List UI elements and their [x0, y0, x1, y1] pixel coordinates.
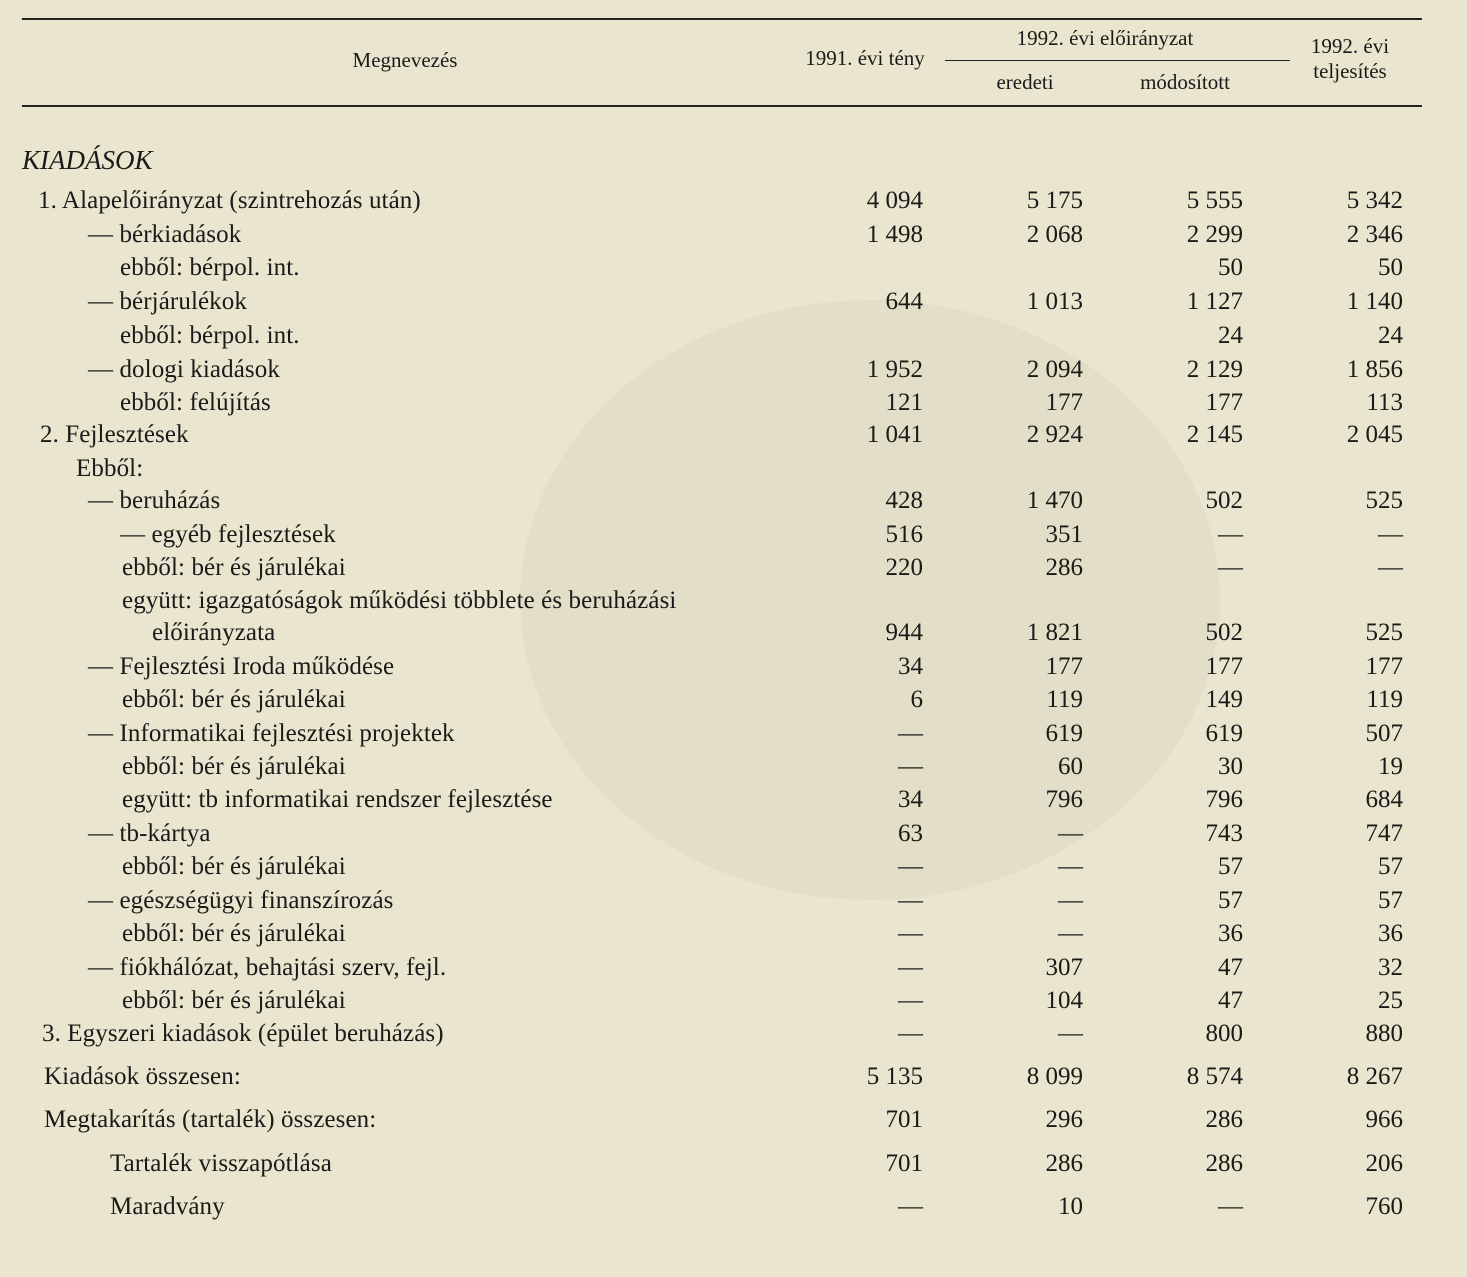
value-1991: — — [898, 920, 923, 947]
value-1992-original: 10 — [1058, 1193, 1083, 1220]
value-1992-modified: 743 — [1205, 820, 1243, 847]
value-1992-modified: 2 299 — [1186, 221, 1243, 248]
value-1992-original: 796 — [1045, 786, 1083, 813]
value-1991: 701 — [885, 1106, 923, 1133]
value-1992-actual: — — [1378, 521, 1403, 548]
top-rule — [22, 18, 1422, 20]
value-1992-actual: 113 — [1366, 389, 1403, 416]
row-label: — Informatikai fejlesztési projektek — [88, 720, 455, 747]
value-1992-original: 5 175 — [1026, 187, 1083, 214]
value-1992-modified: 502 — [1205, 487, 1243, 514]
header-1992-actual: 1992. évi teljesítés — [1310, 34, 1390, 83]
value-1992-modified: 47 — [1218, 987, 1243, 1014]
value-1991: 701 — [885, 1150, 923, 1177]
value-1992-actual: 8 267 — [1346, 1063, 1403, 1090]
value-1992-original: 2 924 — [1026, 421, 1083, 448]
value-1992-actual: 32 — [1378, 954, 1403, 981]
header-name: Megnevezés — [352, 48, 458, 72]
table-row — [0, 221, 1467, 255]
table-row — [0, 554, 1467, 588]
value-1992-actual: 36 — [1378, 920, 1403, 947]
section-title: KIADÁSOK — [22, 145, 153, 175]
value-1992-modified: 177 — [1205, 389, 1243, 416]
value-1991: 34 — [898, 786, 923, 813]
value-1991: — — [898, 987, 923, 1014]
row-label: — beruházás — [88, 487, 221, 514]
table-row — [0, 487, 1467, 521]
table-row — [0, 389, 1467, 423]
header-1992-group: 1992. évi előirányzat — [1016, 26, 1194, 50]
row-label: ebből: bérpol. int. — [120, 322, 300, 349]
table-row — [0, 421, 1467, 455]
value-1992-modified: 57 — [1218, 887, 1243, 914]
table-row — [0, 1020, 1467, 1054]
value-1992-modified: 796 — [1205, 786, 1243, 813]
row-label: 1. Alapelőirányzat (szintrehozás után) — [38, 187, 421, 214]
row-label: 2. Fejlesztések — [40, 421, 189, 448]
value-1992-original: 1 470 — [1026, 487, 1083, 514]
value-1992-modified: 30 — [1218, 753, 1243, 780]
value-1992-modified: — — [1218, 521, 1243, 548]
table-row — [0, 820, 1467, 854]
table-row — [0, 753, 1467, 787]
value-1991: 1 498 — [866, 221, 923, 248]
table-row — [0, 187, 1467, 221]
value-1992-actual: 525 — [1365, 619, 1403, 646]
row-label: együtt: tb informatikai rendszer fejlesztése — [122, 786, 553, 813]
value-1991: 428 — [885, 487, 923, 514]
value-1992-actual: 747 — [1365, 820, 1403, 847]
table-row — [0, 455, 1467, 489]
value-1992-modified: 502 — [1205, 619, 1243, 646]
row-label: — egészségügyi finanszírozás — [88, 887, 394, 914]
group-rule — [945, 60, 1290, 61]
value-1992-original: 1 013 — [1026, 288, 1083, 315]
value-1992-original: — — [1058, 920, 1083, 947]
header-bottom-rule — [22, 105, 1422, 107]
value-1992-original: 104 — [1045, 987, 1083, 1014]
value-1991: 516 — [885, 521, 923, 548]
value-1991: 1 041 — [866, 421, 923, 448]
table-row — [0, 1106, 1467, 1140]
table-row — [0, 1063, 1467, 1097]
value-1992-original: 2 094 — [1026, 356, 1083, 383]
table-row — [0, 619, 1467, 653]
value-1992-actual: 1 140 — [1346, 288, 1403, 315]
table-row — [0, 954, 1467, 988]
table-row — [0, 288, 1467, 322]
value-1991: — — [898, 887, 923, 914]
table-row — [0, 786, 1467, 820]
value-1991: 34 — [898, 653, 923, 680]
value-1992-actual: 5 342 — [1346, 187, 1403, 214]
value-1992-actual: 966 — [1365, 1106, 1403, 1133]
value-1992-modified: — — [1218, 554, 1243, 581]
value-1992-original: 286 — [1045, 554, 1083, 581]
row-label: — fiókhálózat, behajtási szerv, fejl. — [88, 954, 447, 981]
value-1992-original: 296 — [1045, 1106, 1083, 1133]
row-label: előirányzata — [152, 619, 276, 646]
row-label: Tartalék visszapótlása — [110, 1150, 332, 1177]
value-1992-original: — — [1058, 1020, 1083, 1047]
value-1992-modified: 800 — [1205, 1020, 1243, 1047]
value-1992-original: 351 — [1045, 521, 1083, 548]
value-1992-actual: 684 — [1365, 786, 1403, 813]
value-1991: 63 — [898, 820, 923, 847]
row-label: ebből: bér és járulékai — [122, 753, 346, 780]
value-1992-modified: 2 129 — [1186, 356, 1243, 383]
value-1992-original: — — [1058, 887, 1083, 914]
table-row — [0, 254, 1467, 288]
row-label: — tb-kártya — [88, 820, 211, 847]
value-1991: 644 — [885, 288, 923, 315]
value-1992-original: 1 821 — [1026, 619, 1083, 646]
value-1992-actual: 525 — [1365, 487, 1403, 514]
value-1992-actual: 19 — [1378, 753, 1403, 780]
value-1992-original: 177 — [1045, 653, 1083, 680]
row-label: Ebből: — [76, 455, 144, 482]
value-1991: — — [898, 753, 923, 780]
row-label: ebből: bér és járulékai — [122, 686, 346, 713]
row-label: — dologi kiadások — [88, 356, 280, 383]
value-1992-actual: 206 — [1365, 1150, 1403, 1177]
value-1992-actual: 2 045 — [1346, 421, 1403, 448]
value-1992-original: 286 — [1045, 1150, 1083, 1177]
row-label: — egyéb fejlesztések — [120, 521, 336, 548]
value-1991: 1 952 — [866, 356, 923, 383]
table-row — [0, 686, 1467, 720]
table-row — [0, 920, 1467, 954]
table-row — [0, 521, 1467, 555]
value-1992-actual: — — [1378, 554, 1403, 581]
row-label: ebből: bér és járulékai — [122, 554, 346, 581]
row-label: együtt: igazgatóságok működési többlete és beruházási — [122, 587, 677, 614]
row-label: Kiadások összesen: — [44, 1063, 241, 1090]
header-1992-original: eredeti — [996, 70, 1054, 94]
value-1992-modified: 24 — [1218, 322, 1243, 349]
value-1992-modified: 149 — [1205, 686, 1243, 713]
value-1992-original: 619 — [1045, 720, 1083, 747]
value-1991: 220 — [885, 554, 923, 581]
value-1992-modified: 5 555 — [1186, 187, 1243, 214]
value-1991: — — [898, 1193, 923, 1220]
value-1992-actual: 24 — [1378, 322, 1403, 349]
value-1992-original: 177 — [1045, 389, 1083, 416]
value-1992-actual: 57 — [1378, 853, 1403, 880]
value-1992-original: 119 — [1046, 686, 1083, 713]
row-label: — Fejlesztési Iroda működése — [88, 653, 395, 680]
value-1992-modified: 286 — [1205, 1150, 1243, 1177]
table-row — [0, 887, 1467, 921]
value-1992-original: — — [1058, 820, 1083, 847]
row-label: Megtakarítás (tartalék) összesen: — [44, 1106, 377, 1133]
value-1992-actual: 760 — [1365, 1193, 1403, 1220]
value-1992-actual: 2 346 — [1346, 221, 1403, 248]
value-1992-actual: 119 — [1366, 686, 1403, 713]
value-1992-actual: 880 — [1365, 1020, 1403, 1047]
value-1992-modified: 177 — [1205, 653, 1243, 680]
value-1992-actual: 507 — [1365, 720, 1403, 747]
value-1991: — — [898, 853, 923, 880]
value-1991: 4 094 — [866, 187, 923, 214]
table-row — [0, 356, 1467, 390]
value-1991: 6 — [910, 686, 923, 713]
value-1991: 121 — [885, 389, 923, 416]
table-row — [0, 720, 1467, 754]
value-1992-actual: 25 — [1378, 987, 1403, 1014]
value-1991: 944 — [885, 619, 923, 646]
value-1991: — — [898, 954, 923, 981]
value-1992-modified: 57 — [1218, 853, 1243, 880]
row-label: — bérjárulékok — [88, 288, 247, 315]
value-1992-modified: 2 145 — [1186, 421, 1243, 448]
table-row — [0, 653, 1467, 687]
value-1992-actual: 50 — [1378, 254, 1403, 281]
table-row — [0, 1150, 1467, 1184]
value-1992-original: 2 068 — [1026, 221, 1083, 248]
value-1992-modified: 47 — [1218, 954, 1243, 981]
value-1992-modified: 286 — [1205, 1106, 1243, 1133]
table-row — [0, 987, 1467, 1021]
row-label: — bérkiadások — [88, 221, 242, 248]
header-1992-modified: módosított — [1140, 70, 1230, 94]
value-1992-modified: — — [1218, 1193, 1243, 1220]
table-row — [0, 587, 1467, 621]
value-1992-original: — — [1058, 853, 1083, 880]
row-label: ebből: bér és járulékai — [122, 987, 346, 1014]
value-1992-original: 8 099 — [1026, 1063, 1083, 1090]
value-1992-actual: 1 856 — [1346, 356, 1403, 383]
value-1992-original: 307 — [1045, 954, 1083, 981]
value-1992-modified: 50 — [1218, 254, 1243, 281]
table-row — [0, 1193, 1467, 1227]
row-label: ebből: bér és járulékai — [122, 920, 346, 947]
value-1992-actual: 177 — [1365, 653, 1403, 680]
header-1991: 1991. évi tény — [805, 46, 925, 70]
value-1992-original: 60 — [1058, 753, 1083, 780]
table-row — [0, 853, 1467, 887]
table-row — [0, 322, 1467, 356]
value-1992-actual: 57 — [1378, 887, 1403, 914]
value-1992-modified: 619 — [1205, 720, 1243, 747]
row-label: ebből: felújítás — [120, 389, 271, 416]
value-1991: 5 135 — [866, 1063, 923, 1090]
value-1991: — — [898, 720, 923, 747]
row-label: 3. Egyszeri kiadások (épület beruházás) — [42, 1020, 444, 1047]
row-label: Maradvány — [110, 1193, 225, 1220]
row-label: ebből: bérpol. int. — [120, 254, 300, 281]
value-1992-modified: 36 — [1218, 920, 1243, 947]
value-1992-modified: 1 127 — [1186, 288, 1243, 315]
row-label: ebből: bér és járulékai — [122, 853, 346, 880]
value-1991: — — [898, 1020, 923, 1047]
value-1992-modified: 8 574 — [1186, 1063, 1243, 1090]
